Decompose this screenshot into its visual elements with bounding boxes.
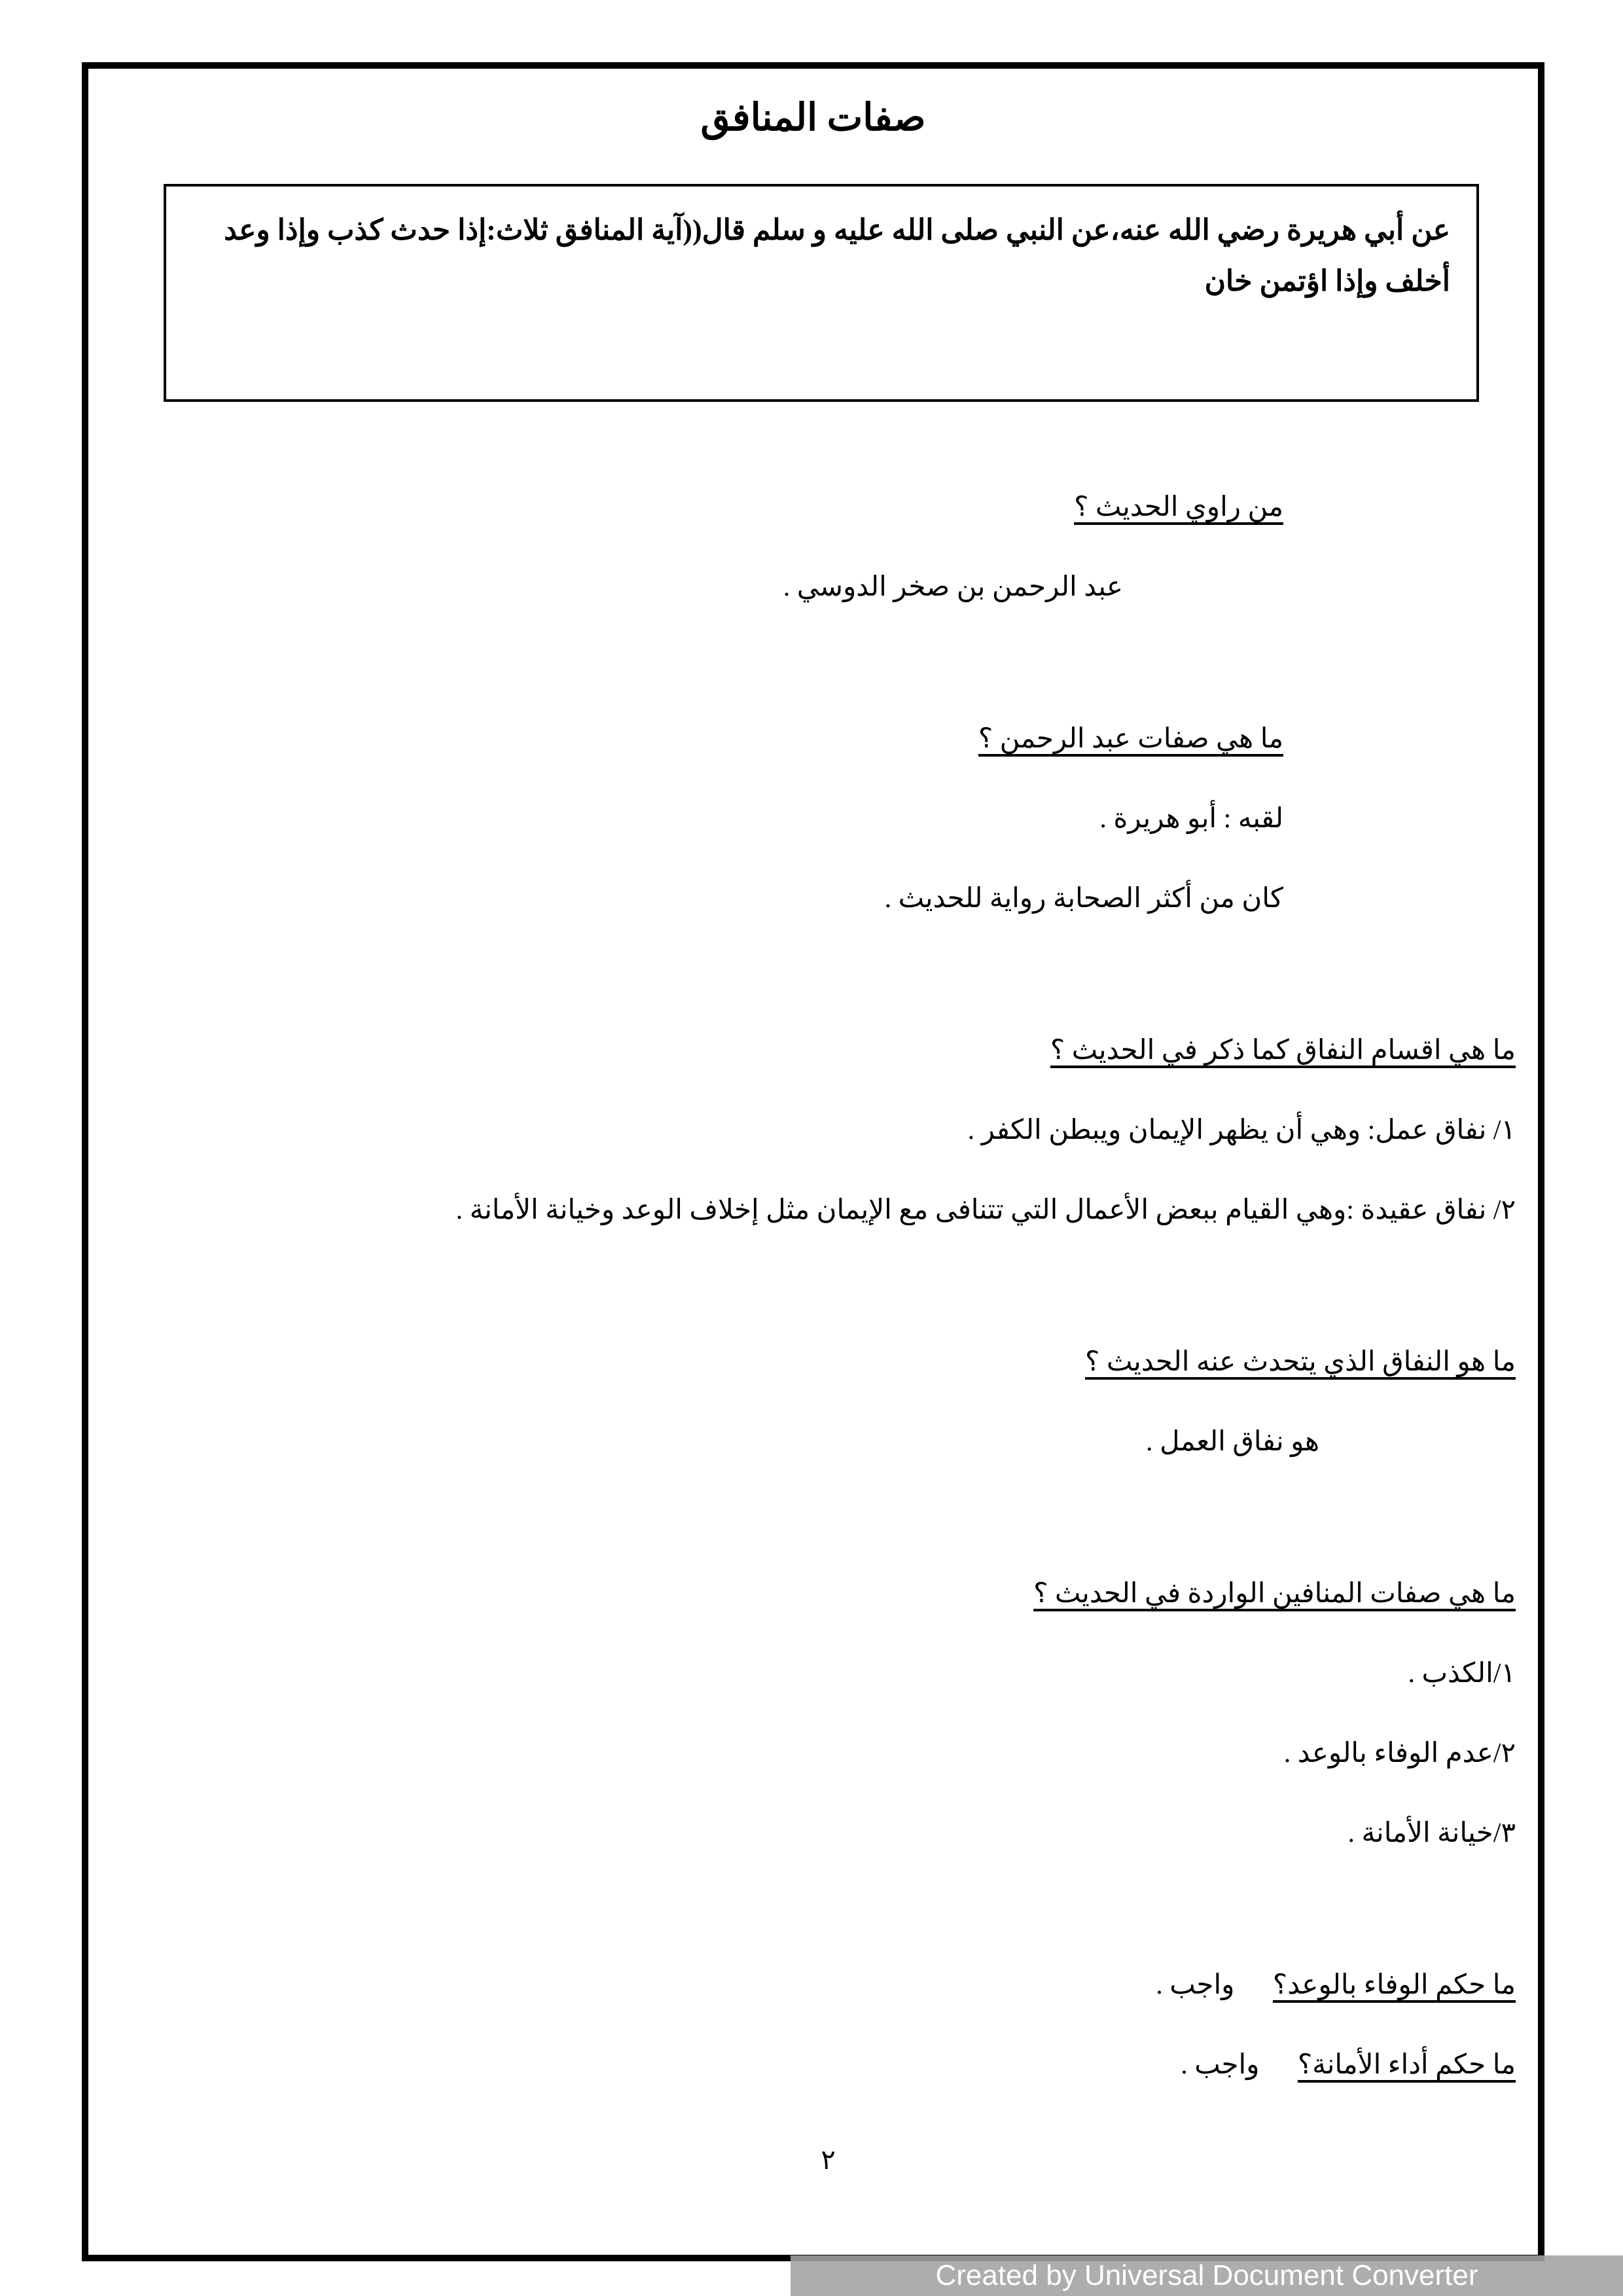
inline-qa-row xyxy=(141,1945,1516,2025)
answer-text: عبد الرحمن بن صخر الدوسي . xyxy=(783,572,1123,602)
qa-section-4 xyxy=(141,1322,1516,1482)
qa-section-5 xyxy=(141,1554,1516,1873)
hadith-box xyxy=(164,184,1479,402)
question-text: من راوي الحديث ؟ xyxy=(1074,492,1283,522)
qa-section-3 xyxy=(141,1011,1516,1250)
qa-section-inline xyxy=(141,1945,1516,2105)
watermark-bar xyxy=(791,2255,1623,2296)
page-title: صفات المنافق xyxy=(700,96,926,139)
question-text: ما هي صفات المنافين الواردة في الحديث ؟ xyxy=(1033,1579,1516,1609)
question-text: ما هو النفاق الذي يتحدث عنه الحديث ؟ xyxy=(1085,1347,1516,1377)
answer-text: هو نفاق العمل . xyxy=(1146,1427,1319,1457)
answer-text: ١/ نفاق عمل: وهي أن يظهر الإيمان ويبطن الكفر . xyxy=(967,1115,1516,1145)
answer-text: لقبه : أبو هريرة . xyxy=(1099,804,1283,834)
answer-text: واجب . xyxy=(1181,2050,1260,2080)
question-text: ما حكم الوفاء بالوعد؟ xyxy=(1272,1970,1516,2000)
page-number: ٢ xyxy=(821,2145,836,2176)
hadith-text: عن أبي هريرة رضي الله عنه،عن النبي صلى الله عليه و سلم قال((آية المنافق ثلاث:إذا حدث كذب وإذا وعد أخلف وإذا اؤتمن خان xyxy=(224,214,1450,297)
answer-text: واجب . xyxy=(1156,1970,1235,2000)
question-text: ما هي اقسام النفاق كما ذكر في الحديث ؟ xyxy=(1050,1035,1516,1066)
page-border-frame xyxy=(82,62,1544,2261)
watermark-text: Created by Universal Document Converter xyxy=(935,2259,1478,2291)
answer-text: ٢/ نفاق عقيدة :وهي القيام ببعض الأعمال التي تتنافى مع الإيمان مثل إخلاف الوعد وخيانة الأمانة . xyxy=(455,1195,1516,1225)
qa-section-2 xyxy=(141,699,1516,939)
answer-text: ١/الكذب . xyxy=(1408,1659,1516,1689)
inline-qa-row xyxy=(141,2025,1516,2105)
page-inner xyxy=(88,95,1538,2281)
qa-section-1 xyxy=(141,467,1516,627)
question-text: ما حكم أداء الأمانة؟ xyxy=(1297,2050,1516,2080)
answer-text: ٣/خيانة الأمانة . xyxy=(1347,1818,1516,1848)
answer-text: كان من أكثر الصحابة رواية للحديث . xyxy=(884,884,1283,914)
question-text: ما هي صفات عبد الرحمن ؟ xyxy=(978,724,1283,754)
qa-content xyxy=(141,467,1516,2183)
answer-text: ٢/عدم الوفاء بالوعد . xyxy=(1283,1738,1516,1768)
